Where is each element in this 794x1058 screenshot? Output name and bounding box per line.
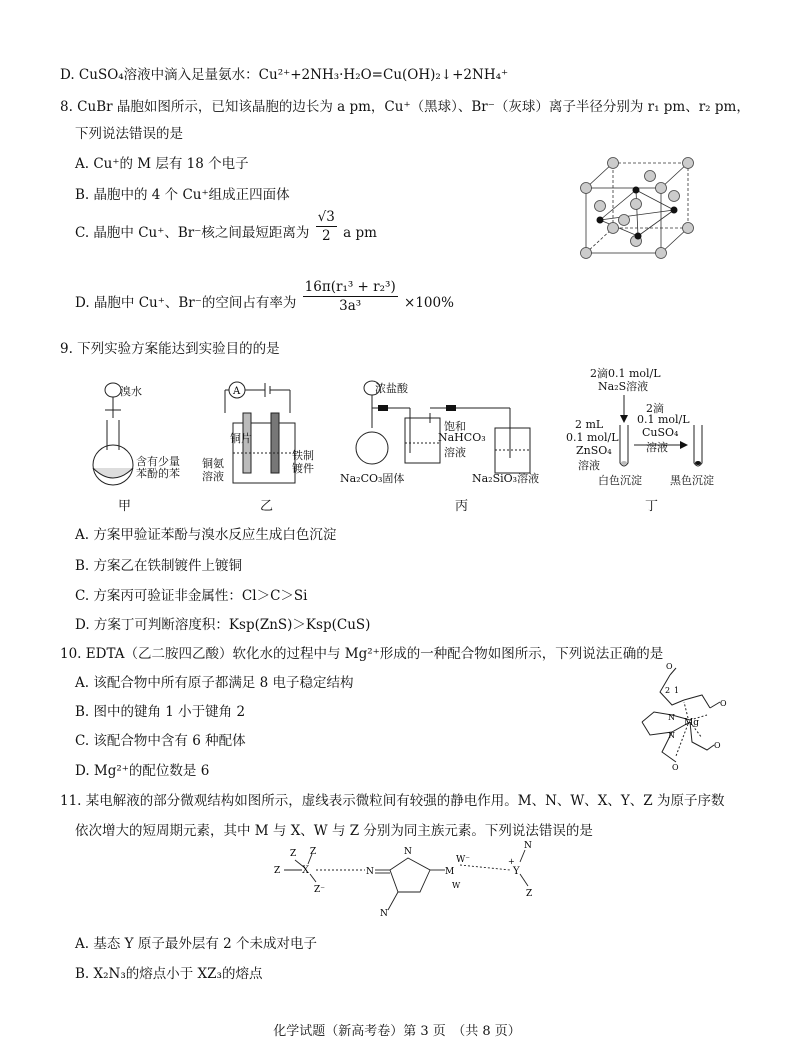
q11-n-bottom: N xyxy=(380,909,388,919)
edta-o-top: O xyxy=(666,662,673,671)
electrolyte-structure-figure xyxy=(270,840,560,925)
edta-angle-2: 2 xyxy=(665,686,671,695)
q8-option-d-prefix: D. 晶胞中 Cu⁺、Br⁻的空间占有率为 xyxy=(75,295,297,311)
q8-stem-line1: 8. CuBr 晶胞如图所示，已知该晶胞的边长为 a pm，Cu⁺（黑球）、Br⁻（灰球）离子半径分别为 r₁ pm、r₂ pm， xyxy=(60,99,750,115)
q11-z-top-left: Z xyxy=(290,849,297,859)
caption-ding: 丁 xyxy=(645,499,659,514)
edta-n-bottom: N xyxy=(668,731,675,740)
q9-option-b: B. 方案乙在铁制镀件上镀铜 xyxy=(75,558,243,574)
caption-yi: 乙 xyxy=(260,499,274,514)
label-phenol-benzene-2: 苯酚的苯 xyxy=(136,467,180,480)
q8-option-c-suffix: a pm xyxy=(343,225,377,241)
q11-m-atom: M xyxy=(445,867,455,877)
q11-n-left: N xyxy=(366,867,374,877)
q9-option-d: D. 方案丁可判断溶度积：Ksp(ZnS)＞Ksp(CuS) xyxy=(75,617,371,633)
q8-option-d-denominator: 3a³ xyxy=(339,298,362,314)
label-conc-hcl: 浓盐酸 xyxy=(375,382,408,395)
q11-n-ring: N xyxy=(404,847,412,857)
q11-option-b: B. X₂N₃的熔点小于 XZ₃的熔点 xyxy=(75,966,263,982)
ammeter-symbol: A xyxy=(233,386,241,397)
label-copper-ammonia-2: 溶液 xyxy=(202,470,224,483)
q8-option-c-numerator: √3 xyxy=(317,209,335,225)
q7-option-d: D. CuSO₄溶液中滴入足量氨水：Cu²⁺+2NH₃·H₂O=Cu(OH)₂↓+2NH₄⁺ xyxy=(60,67,509,83)
label-na2sio3-solution: Na₂SiO₃溶液 xyxy=(472,472,540,485)
q11-w-minus: W⁻ xyxy=(456,855,471,865)
label-cuso4-3: CuSO₄ xyxy=(642,426,679,439)
label-cuso4-1: 2滴 xyxy=(646,402,664,415)
q9-option-a: A. 方案甲验证苯酚与溴水反应生成白色沉淀 xyxy=(75,527,337,543)
label-saturated-3: 溶液 xyxy=(444,446,466,459)
q11-z-left: Z xyxy=(274,866,281,876)
q8-option-c-fraction xyxy=(316,208,337,245)
q11-z-minus: Z⁻ xyxy=(314,885,326,895)
q11-option-a: A. 基态 Y 原子最外层有 2 个未成对电子 xyxy=(75,936,317,952)
edta-mg-center: Mg xyxy=(684,718,699,728)
q10-option-d: D. Mg²⁺的配位数是 6 xyxy=(75,763,210,779)
label-copper-plate: 铜片 xyxy=(230,432,252,445)
q8-option-d xyxy=(75,279,454,315)
label-na2s-drops-2: Na₂S溶液 xyxy=(598,380,649,393)
label-znso4-4: 溶液 xyxy=(578,459,600,472)
label-saturated-2: NaHCO₃ xyxy=(438,431,486,444)
label-iron-part-1: 铁制 xyxy=(292,449,314,462)
label-znso4-1: 2 mL xyxy=(575,418,604,431)
q8-option-d-suffix: ×100% xyxy=(404,295,454,311)
q9-option-c: C. 方案丙可验证非金属性：Cl＞C＞Si xyxy=(75,588,308,604)
edta-angle-1: 1 xyxy=(674,686,680,695)
q11-plus: + xyxy=(508,857,515,866)
edta-o-right-top: O xyxy=(720,699,727,708)
edta-mg-complex-figure xyxy=(632,660,742,775)
q8-option-d-numerator: 16π(r₁³ + r₂³) xyxy=(304,279,396,295)
edta-o-bottom: O xyxy=(672,763,679,772)
q10-option-b: B. 图中的键角 1 小于键角 2 xyxy=(75,704,246,720)
caption-bing: 丙 xyxy=(455,499,469,514)
label-copper-ammonia-1: 铜氨 xyxy=(202,457,224,470)
crystal-cell-figure xyxy=(578,158,698,258)
label-bromine-water: 溴水 xyxy=(120,385,142,398)
q10-option-c: C. 该配合物中含有 6 种配体 xyxy=(75,733,246,749)
q11-y-atom: Y xyxy=(513,866,520,877)
label-cuso4-2: 0.1 mol/L xyxy=(637,413,690,426)
label-white-precipitate: 白色沉淀 xyxy=(598,474,642,487)
label-iron-part-2: 镀件 xyxy=(292,462,314,475)
q10-stem: 10. EDTA（乙二胺四乙酸）软化水的过程中与 Mg²⁺形成的一种配合物如图所示，下列说法正确的是 xyxy=(60,646,664,662)
q11-n-right: N xyxy=(524,841,532,851)
label-na2s-drops-1: 2滴0.1 mol/L xyxy=(590,367,661,380)
q8-stem-line2: 下列说法错误的是 xyxy=(75,126,183,142)
edta-o-right-bottom: O xyxy=(714,741,721,750)
label-saturated-1: 饱和 xyxy=(444,420,466,433)
label-phenol-benzene-1: 含有少量 xyxy=(136,455,180,468)
q11-stem-line2: 依次增大的短周期元素，其中 M 与 X、W 与 Z 分别为同主族元素。下列说法错误的是 xyxy=(75,823,593,839)
q8-option-c-prefix: C. 晶胞中 Cu⁺、Br⁻核之间最短距离为 xyxy=(75,225,310,241)
q8-option-c xyxy=(75,209,377,245)
label-na2co3-solid: Na₂CO₃固体 xyxy=(340,472,405,485)
q8-option-b: B. 晶胞中的 4 个 Cu⁺组成正四面体 xyxy=(75,187,290,203)
q11-z-right: Z xyxy=(526,889,533,899)
q11-x-atom: X xyxy=(302,865,310,876)
label-black-precipitate: 黑色沉淀 xyxy=(670,474,714,487)
label-znso4-2: 0.1 mol/L xyxy=(566,431,619,444)
q8-option-a: A. Cu⁺的 M 层有 18 个电子 xyxy=(75,156,249,172)
q8-option-c-denominator: 2 xyxy=(321,228,331,244)
page-footer: 化学试题（新高考卷）第 3 页 （共 8 页） xyxy=(273,1024,521,1039)
q9-stem: 9. 下列实验方案能达到实验目的的是 xyxy=(60,341,280,357)
q11-w-sub: W xyxy=(452,881,461,890)
q8-option-d-fraction xyxy=(303,278,398,315)
q11-z-top-right: Z xyxy=(310,847,317,857)
edta-n-left: N xyxy=(668,713,675,722)
label-znso4-3: ZnSO₄ xyxy=(576,444,612,457)
q10-option-a: A. 该配合物中所有原子都满足 8 电子稳定结构 xyxy=(75,675,354,691)
label-cuso4-4: 溶液 xyxy=(646,441,668,454)
q11-stem-line1: 11. 某电解液的部分微观结构如图所示，虚线表示微粒间有较强的静电作用。M、N、W、X、Y、Z 为原子序数 xyxy=(60,793,725,809)
caption-jia: 甲 xyxy=(118,499,132,514)
